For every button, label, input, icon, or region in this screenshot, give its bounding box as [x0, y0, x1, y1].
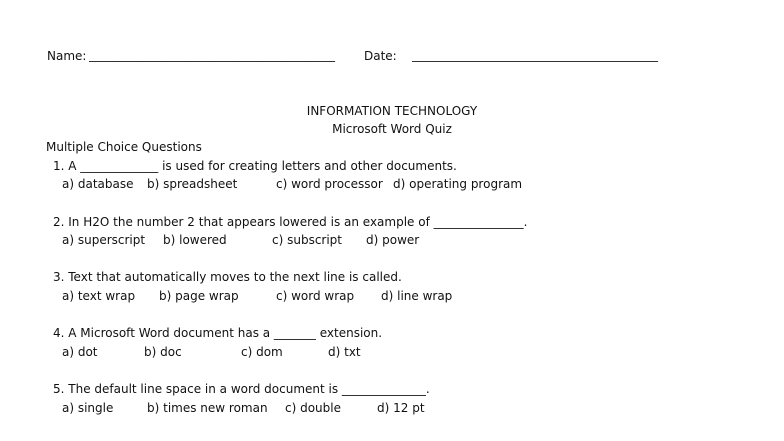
question-2: 2. In H2O the number 2 that appears lowered is an example of _______________.: [53, 215, 528, 229]
name-label: Name:: [47, 49, 87, 63]
q3-option-b: b) page wrap: [159, 289, 239, 303]
q3-option-c: c) word wrap: [276, 289, 355, 303]
q1-option-a: a) database: [62, 177, 134, 191]
q4-option-b: b) doc: [144, 345, 182, 359]
date-label: Date:: [364, 49, 397, 63]
q2-option-b: b) lowered: [163, 233, 227, 247]
question-3: 3. Text that automatically moves to the next line is called.: [53, 270, 402, 284]
name-blank: _________________________________________: [89, 48, 335, 62]
q5-option-a: a) single: [62, 401, 114, 415]
q4-option-a: a) dot: [62, 345, 98, 359]
question-1: 1. A _____________ is used for creating letters and other documents.: [53, 159, 457, 173]
q5-option-c: c) double: [285, 401, 341, 415]
q4-option-c: c) dom: [241, 345, 283, 359]
q5-option-d: d) 12 pt: [377, 401, 425, 415]
question-5: 5. The default line space in a word document is ______________.: [53, 382, 430, 396]
q1-option-d: d) operating program: [393, 177, 523, 191]
q1-option-c: c) word processor: [276, 177, 383, 191]
document-title: INFORMATION TECHNOLOGY: [306, 104, 478, 118]
q5-option-b: b) times new roman: [147, 401, 268, 415]
question-4: 4. A Microsoft Word document has a _______ extension.: [53, 326, 383, 340]
q2-option-c: c) subscript: [272, 233, 343, 247]
q2-option-d: d) power: [366, 233, 420, 247]
date-blank: _________________________________________: [412, 48, 658, 62]
q3-option-a: a) text wrap: [62, 289, 136, 303]
q4-option-d: d) txt: [328, 345, 361, 359]
q3-option-d: d) line wrap: [381, 289, 453, 303]
document-subtitle: Microsoft Word Quiz: [332, 122, 452, 136]
q2-option-a: a) superscript: [62, 233, 146, 247]
q1-option-b: b) spreadsheet: [147, 177, 238, 191]
section-heading: Multiple Choice Questions: [46, 140, 202, 154]
